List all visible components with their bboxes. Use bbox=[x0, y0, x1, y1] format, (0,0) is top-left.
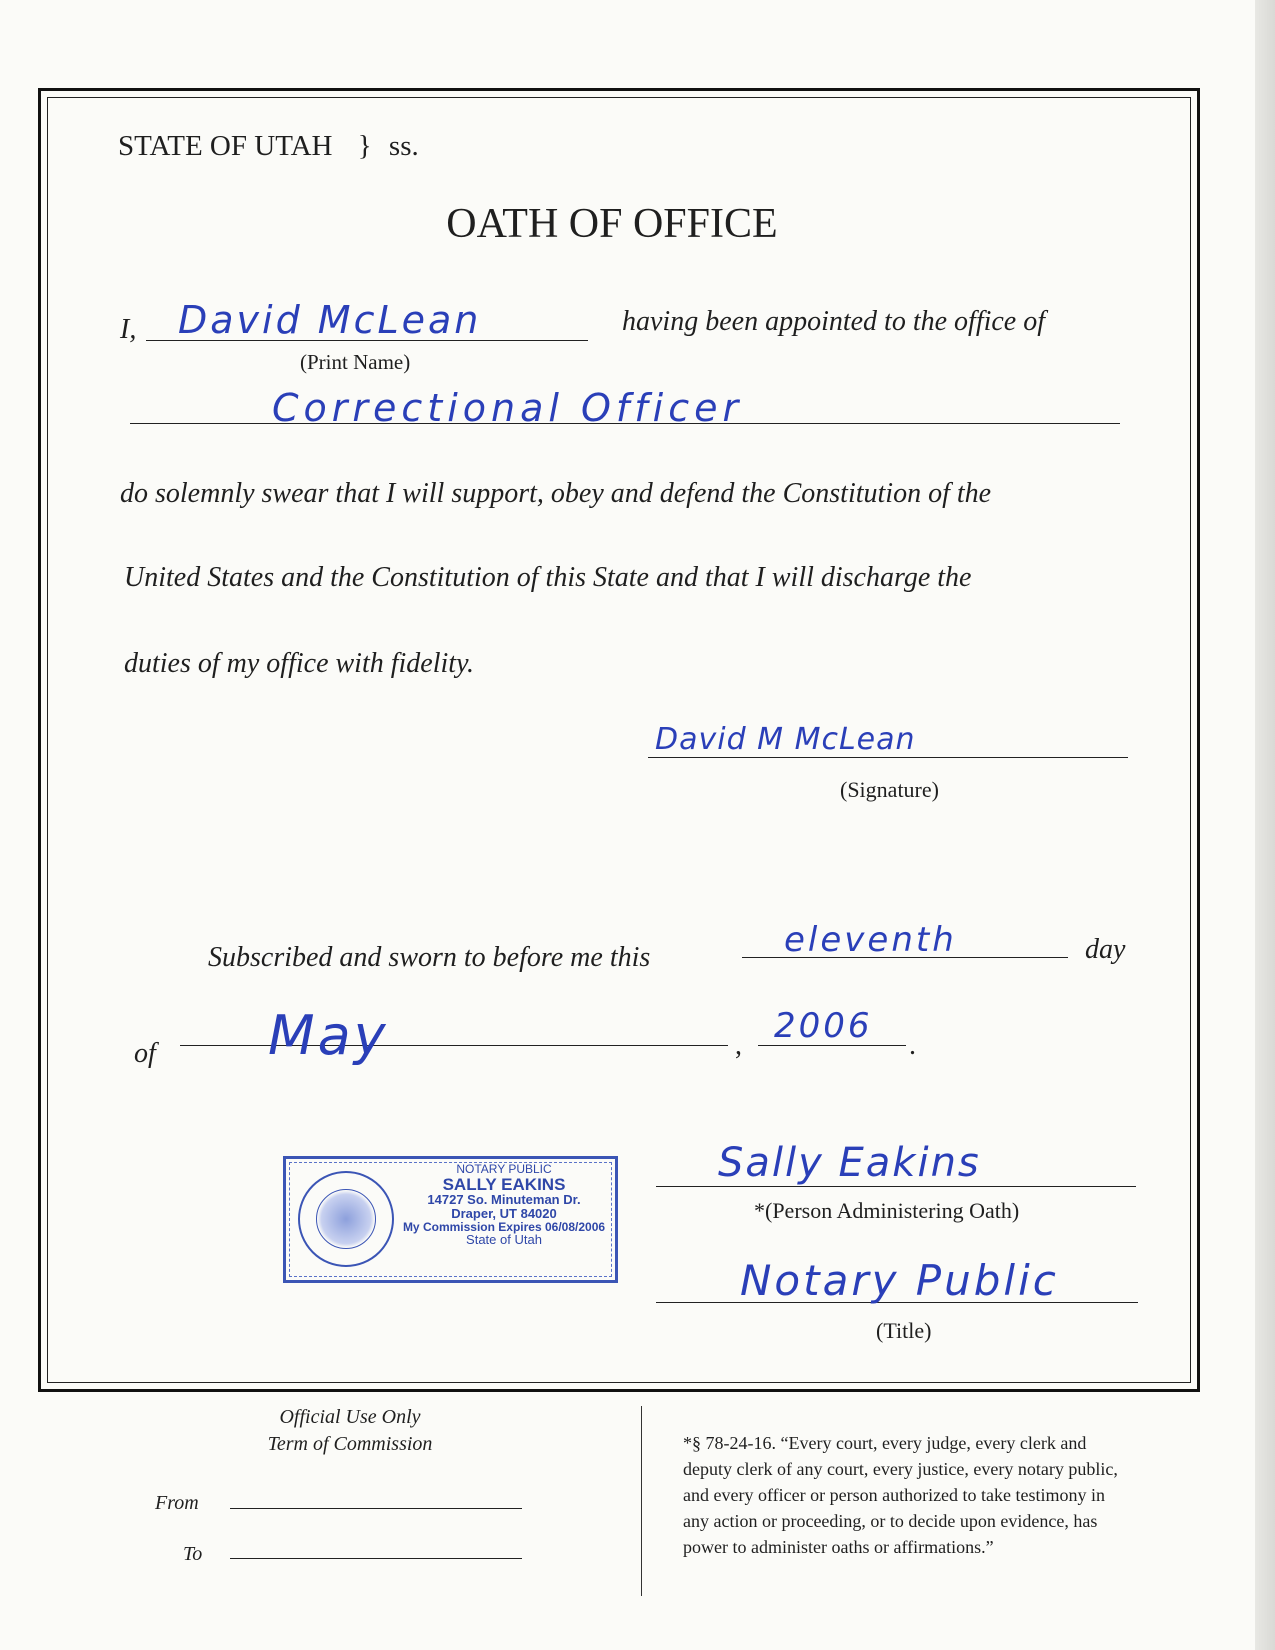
official-use-heading2: Term of Commission bbox=[267, 1433, 433, 1455]
notary-stamp bbox=[283, 1156, 618, 1283]
oath-prefix: I, bbox=[120, 314, 137, 345]
state-label: STATE OF UTAH bbox=[118, 130, 333, 162]
title-handwritten: Notary Public bbox=[740, 1256, 1059, 1305]
signature-caption: (Signature) bbox=[840, 777, 939, 802]
footnote-line3: and every officer or person authorized to take testimony in bbox=[683, 1485, 1106, 1506]
month-line bbox=[180, 1045, 728, 1046]
day-handwritten: eleventh bbox=[784, 920, 957, 960]
page-title: OATH OF OFFICE bbox=[446, 201, 778, 247]
stamp-line3: 14727 So. Minuteman Dr. bbox=[427, 1192, 581, 1208]
footer-divider bbox=[641, 1406, 642, 1596]
stamp-text bbox=[398, 1163, 610, 1247]
official-use-heading bbox=[200, 1404, 500, 1458]
from-line[interactable] bbox=[230, 1508, 522, 1509]
stamp-line4: Draper, UT 84020 bbox=[451, 1206, 557, 1222]
footnote-line2: deputy clerk of any court, every justice, every notary public, bbox=[683, 1459, 1118, 1480]
state-seal-icon bbox=[298, 1171, 394, 1267]
administer-caption: *(Person Administering Oath) bbox=[754, 1198, 1020, 1223]
subscribed-text: Subscribed and sworn to before me this bbox=[208, 942, 651, 973]
brace: } bbox=[357, 130, 372, 162]
appointed-text: having been appointed to the office of bbox=[622, 306, 1046, 337]
official-use-heading1: Official Use Only bbox=[279, 1406, 421, 1428]
period: . bbox=[909, 1030, 916, 1061]
day-label: day bbox=[1085, 934, 1126, 965]
office-handwritten: Correctional Officer bbox=[272, 386, 744, 430]
stamp-line1: NOTARY PUBLIC bbox=[456, 1162, 552, 1176]
oath-body-line3: duties of my office with fidelity. bbox=[124, 648, 474, 679]
stamp-line5: My Commission Expires 06/08/2006 bbox=[402, 1219, 606, 1234]
comma: , bbox=[735, 1030, 742, 1061]
ss-label: ss. bbox=[388, 130, 419, 162]
title-caption: (Title) bbox=[876, 1318, 932, 1343]
inner-border bbox=[47, 97, 1191, 1383]
from-label: From bbox=[155, 1492, 199, 1514]
signature-handwritten: David M McLean bbox=[655, 722, 916, 757]
name-caption: (Print Name) bbox=[300, 350, 411, 374]
state-heading bbox=[118, 130, 419, 163]
administer-signature-handwritten: Sally Eakins bbox=[718, 1140, 981, 1186]
page-edge-shadow bbox=[1255, 0, 1275, 1650]
of-label: of bbox=[134, 1038, 156, 1069]
to-label: To bbox=[183, 1543, 203, 1565]
year-handwritten: 2006 bbox=[774, 1006, 873, 1046]
to-line[interactable] bbox=[230, 1558, 522, 1559]
footnote-line1: *§ 78-24-16. “Every court, every judge, every clerk and bbox=[683, 1433, 1087, 1453]
oath-body-line2: United States and the Constitution of this State and that I will discharge the bbox=[124, 562, 972, 593]
oath-body-line1: do solemnly swear that I will support, obey and defend the Constitution of the bbox=[120, 478, 992, 509]
footnote-line5: power to administer oaths or affirmations.” bbox=[683, 1537, 994, 1558]
administer-line bbox=[656, 1186, 1136, 1187]
month-handwritten: May bbox=[268, 1004, 389, 1067]
stamp-line2: SALLY EAKINS bbox=[442, 1174, 566, 1194]
name-handwritten: David McLean bbox=[178, 298, 482, 342]
stamp-line6: State of Utah bbox=[466, 1232, 542, 1248]
signature-line bbox=[648, 757, 1128, 758]
statute-footnote bbox=[683, 1430, 1223, 1560]
footnote-line4: any action or proceeding, or to decide upon evidence, has bbox=[683, 1511, 1098, 1532]
